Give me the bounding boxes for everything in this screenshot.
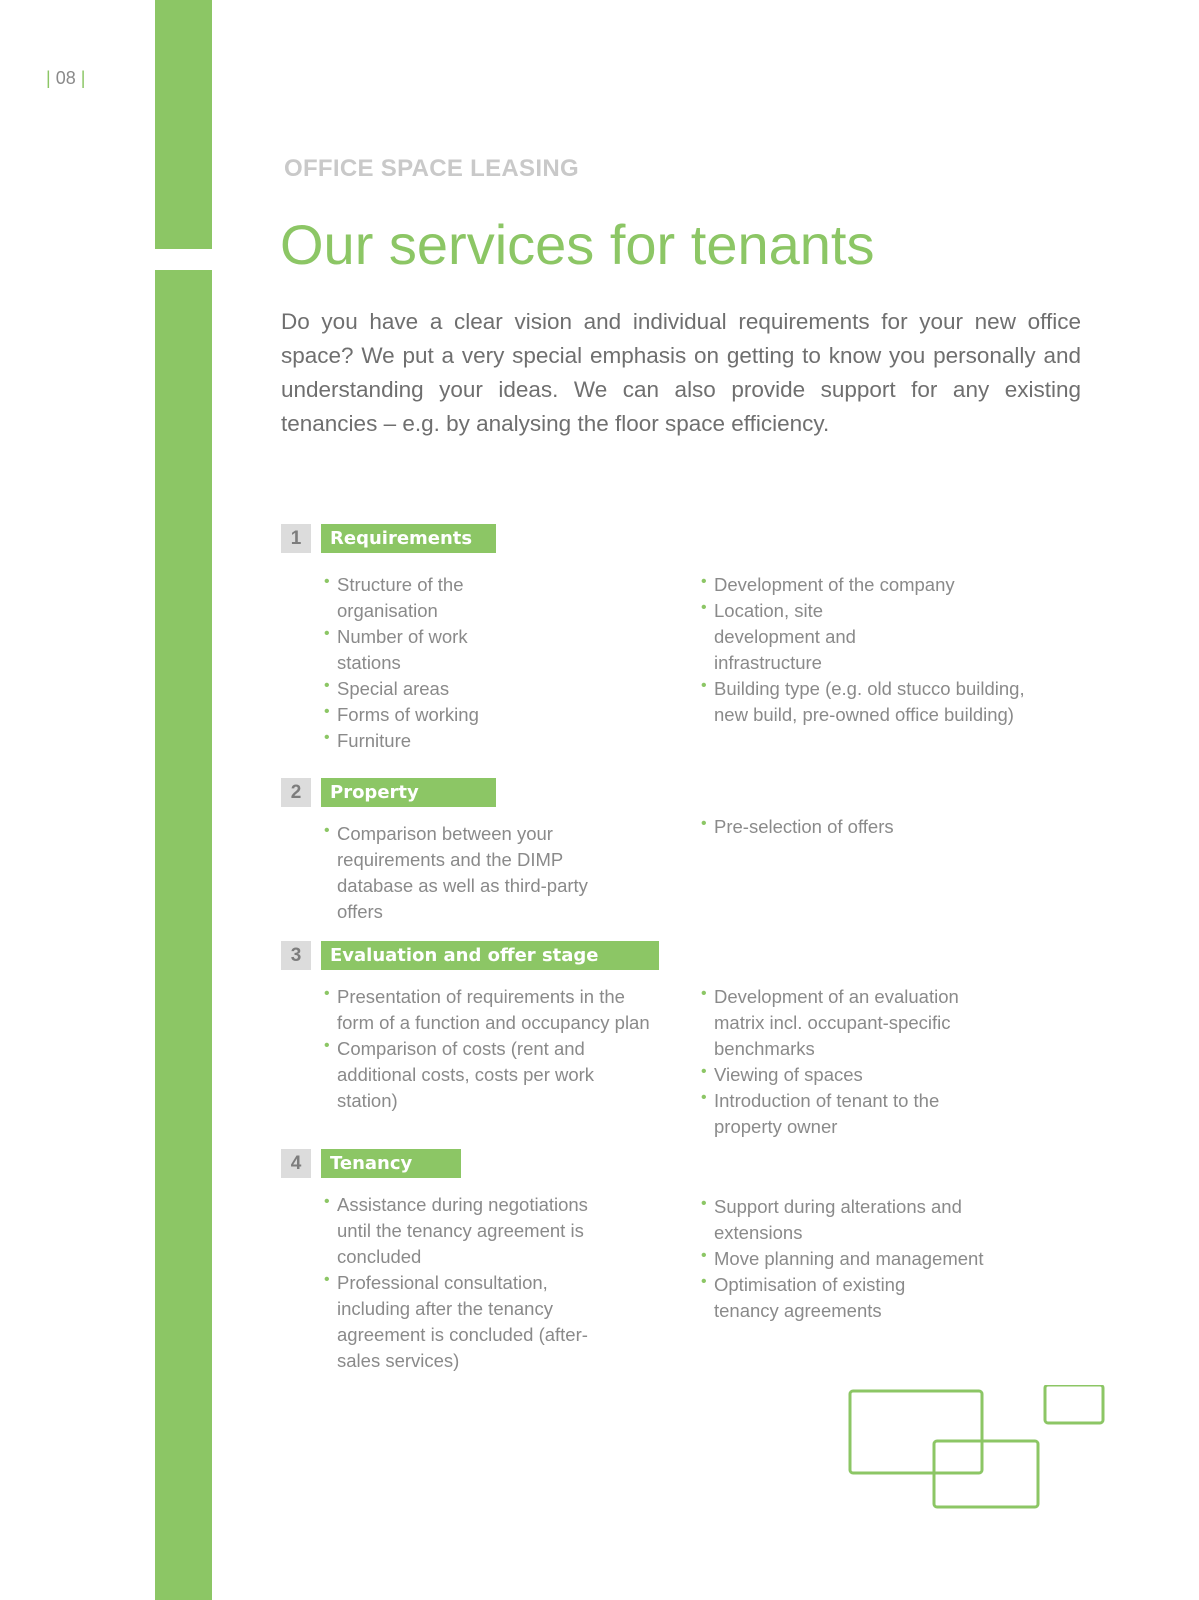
page-number-divider-left: | xyxy=(46,68,51,88)
list-item: • Structure of the organisation xyxy=(324,573,464,621)
page-number-text: 08 xyxy=(55,68,76,88)
step-number: 3 xyxy=(281,941,311,970)
list-item: • Development of an evaluation matrix incl. occupant-specific benchmarks xyxy=(701,985,959,1059)
list-item: • Building type (e.g. old stucco building, new build, pre-owned office building) xyxy=(701,677,1025,725)
step-number: 2 xyxy=(281,778,311,807)
list-item: • Comparison between your requirements and the DIMP database as well as third-party offers xyxy=(324,822,588,922)
decorative-rectangles-graphic xyxy=(848,1385,1108,1515)
list-item: • Support during alterations and extensions xyxy=(701,1195,962,1243)
step-number: 4 xyxy=(281,1149,311,1178)
step-1-right-list xyxy=(701,572,1046,728)
deco-rect-small xyxy=(1045,1385,1103,1423)
step-number: 1 xyxy=(281,524,311,553)
step-3-right-list xyxy=(701,984,981,1140)
list-item: • Forms of working xyxy=(324,703,479,725)
deco-rect-large xyxy=(850,1391,982,1473)
step-label: Property xyxy=(321,778,496,807)
list-item: • Furniture xyxy=(324,729,412,751)
step-label: Evaluation and offer stage xyxy=(321,941,659,970)
list-item: • Presentation of requirements in the form of a function and occupancy plan xyxy=(324,985,650,1033)
step-label: Tenancy xyxy=(321,1149,461,1178)
accent-bar-bottom xyxy=(155,270,212,1600)
list-item: • Location, site development and infrastructure xyxy=(701,599,856,673)
list-item: • Special areas xyxy=(324,677,450,699)
page-number xyxy=(46,68,85,89)
step-1-left-list xyxy=(324,572,509,754)
step-2-left-list xyxy=(324,821,604,925)
list-item: • Professional consultation, including after the tenancy agreement is concluded (after-sales services) xyxy=(324,1271,588,1371)
step-label: Requirements xyxy=(321,524,496,553)
list-item: • Introduction of tenant to the property owner xyxy=(701,1089,940,1137)
list-item: • Development of the company xyxy=(701,573,955,595)
page-number-divider-right: | xyxy=(80,68,86,88)
step-2-right-list xyxy=(701,814,1046,840)
list-item: • Move planning and management xyxy=(701,1247,984,1269)
list-item: • Comparison of costs (rent and additional costs, costs per work station) xyxy=(324,1037,595,1111)
list-item: • Number of work stations xyxy=(324,625,468,673)
step-3-left-list xyxy=(324,984,664,1114)
list-item: • Pre-selection of offers xyxy=(701,815,894,837)
page-title: Our services for tenants xyxy=(280,213,875,276)
intro-paragraph: Do you have a clear vision and individual requirements for your new office space? We put a very special emphasis on getting to know you personally and understanding your ideas. We can also provide support for any existing tenancies – e.g. by analysing the floor space efficiency. xyxy=(281,309,1081,436)
step-4-left-list xyxy=(324,1192,609,1374)
list-item: • Assistance during negotiations until the tenancy agreement is concluded xyxy=(324,1193,588,1267)
accent-bar-top xyxy=(155,0,212,249)
list-item: • Optimisation of existing tenancy agreements xyxy=(701,1273,906,1321)
list-item: • Viewing of spaces xyxy=(701,1063,863,1085)
section-overline: OFFICE SPACE LEASING xyxy=(284,155,579,182)
step-4-right-list xyxy=(701,1194,1006,1324)
